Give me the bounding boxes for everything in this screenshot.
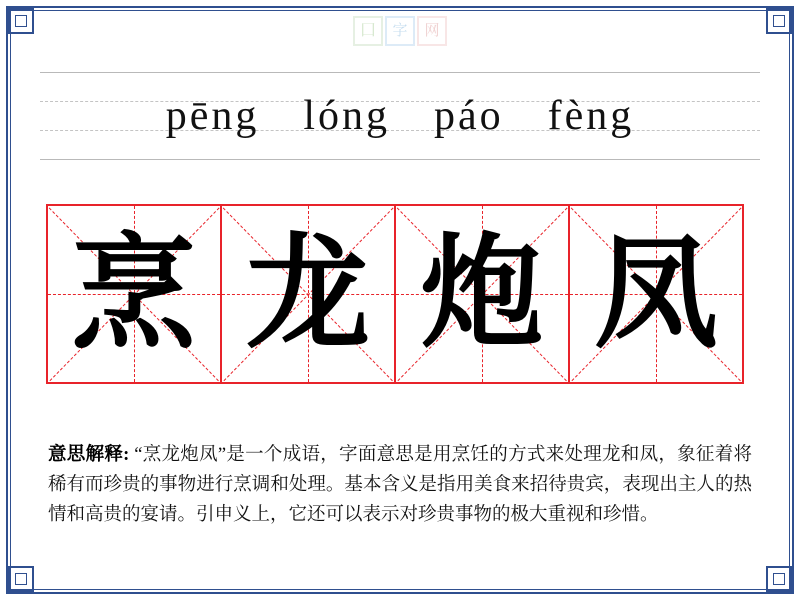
explanation-text: “烹龙炮凤”是一个成语，字面意思是用烹饪的方式来处理龙和凤，象征着将稀有而珍贵的事物进行烹调和处理。基本含义是指用美食来招待贵宾，表现出主人的热情和高贵的宴请。引申义上，它还可以表示对珍贵事物的极大重视和珍惜。 xyxy=(48,445,752,525)
character-cell xyxy=(568,204,744,384)
corner-ornament-top-right xyxy=(766,8,792,34)
pinyin-syllable-3: páo xyxy=(434,93,504,139)
pinyin-syllable-1: pēng xyxy=(165,93,260,139)
explanation-paragraph xyxy=(48,440,752,530)
corner-ornament-bottom-right xyxy=(766,566,792,592)
character-glyph-2: 龙 xyxy=(245,222,370,366)
character-cell xyxy=(394,204,570,384)
logo-box-1: 囗 xyxy=(353,16,383,46)
site-logo-watermark xyxy=(353,16,447,46)
pinyin-row xyxy=(40,72,760,160)
character-glyph-1: 烹 xyxy=(71,222,196,366)
corner-ornament-top-left xyxy=(8,8,34,34)
character-glyph-4: 凤 xyxy=(593,222,718,366)
pinyin-ruled-lines xyxy=(40,72,760,160)
pinyin-syllable-2: lóng xyxy=(303,93,391,139)
pinyin-syllable-4: fèng xyxy=(547,93,635,139)
character-cell xyxy=(220,204,396,384)
corner-ornament-bottom-left xyxy=(8,566,34,592)
explanation-label: 意思解释: xyxy=(48,445,130,465)
character-cell xyxy=(46,204,222,384)
logo-box-2: 字 xyxy=(385,16,415,46)
character-glyph-3: 炮 xyxy=(419,222,544,366)
logo-box-3: 网 xyxy=(417,16,447,46)
character-practice-grid xyxy=(46,204,744,384)
